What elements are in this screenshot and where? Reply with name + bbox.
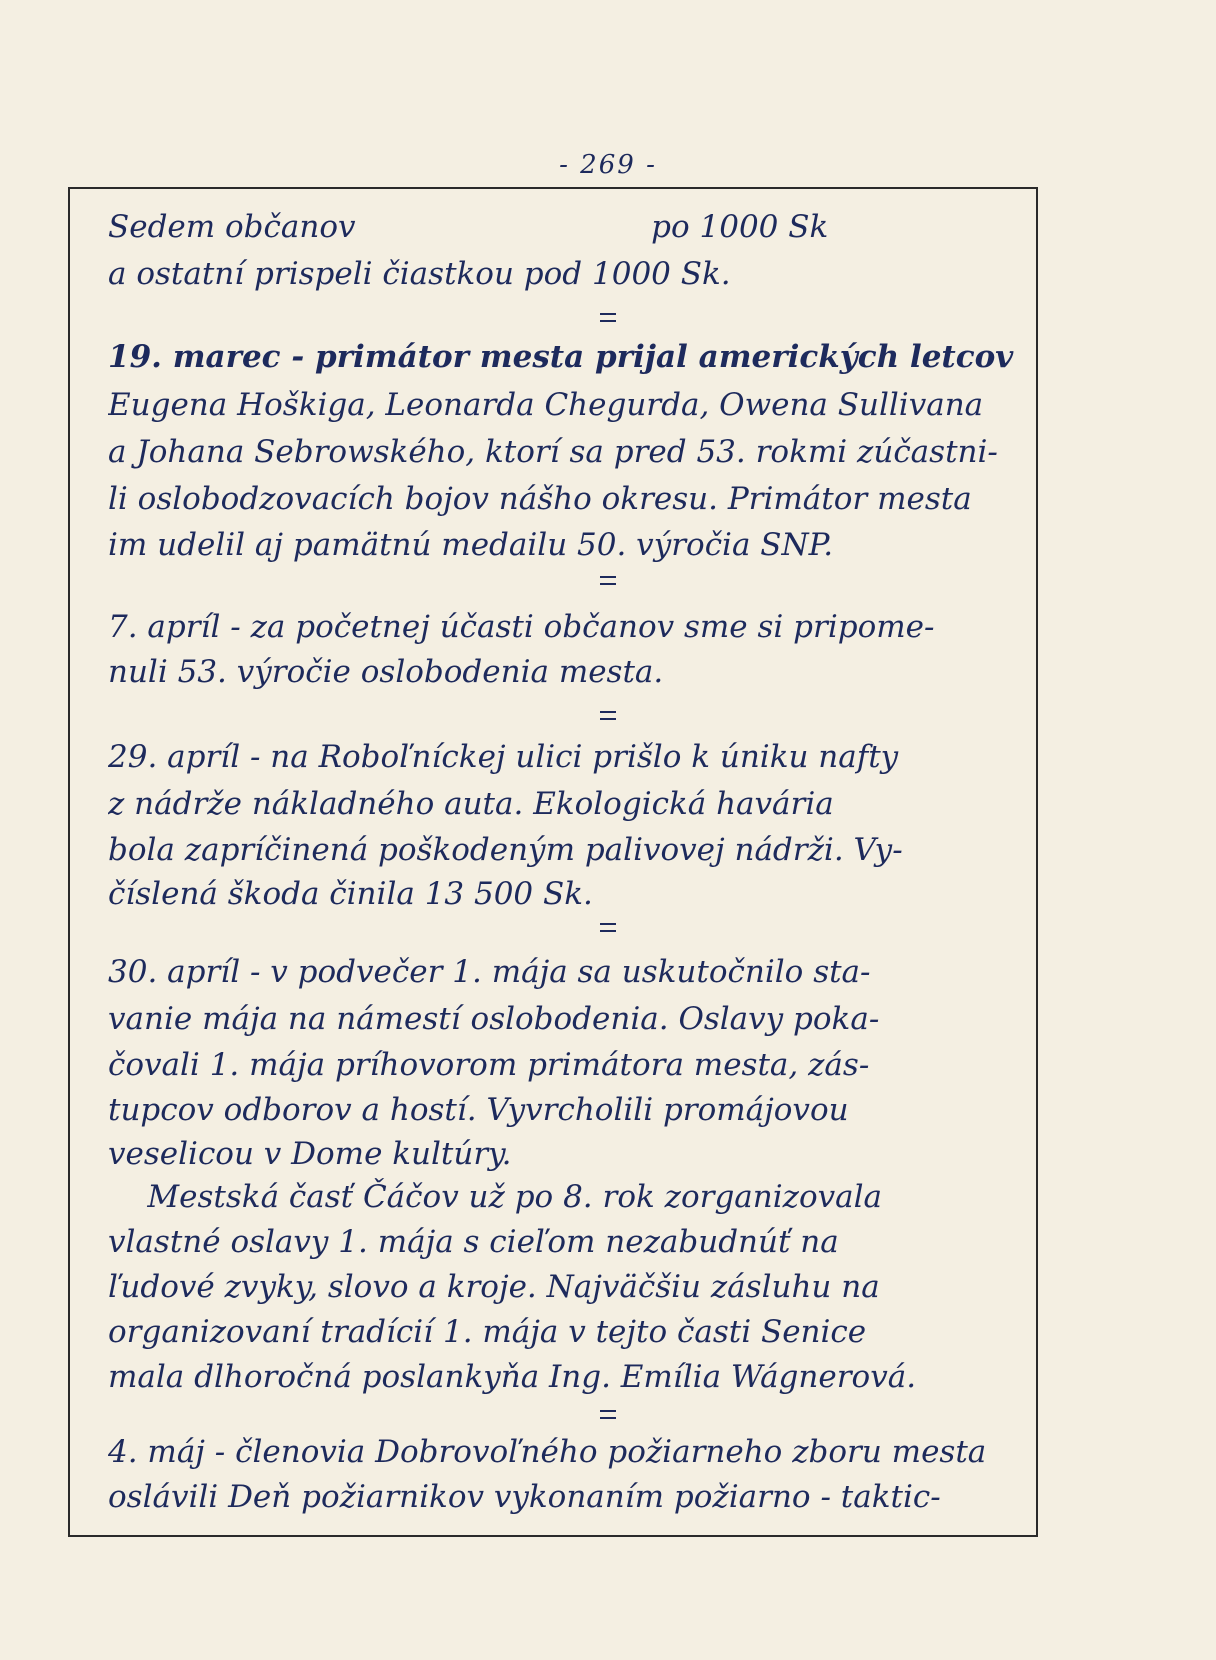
text-line: oslávili Deň požiarnikov vykonaním požiarno - taktic-	[108, 1479, 941, 1515]
text-line: mala dlhoročná poslankyňa Ing. Emília Wágnerová.	[108, 1359, 917, 1395]
text-line: vanie mája na námestí oslobodenia. Oslavy poka-	[108, 1001, 880, 1037]
text-line: nuli 53. výročie oslobodenia mesta.	[108, 654, 664, 690]
text-line: organizovaní tradícií 1. mája v tejto časti Senice	[108, 1314, 867, 1350]
text-line: číslená škoda činila 13 500 Sk.	[108, 876, 593, 912]
text-line: 30. apríl - v podvečer 1. mája sa uskutočnilo sta-	[108, 954, 871, 990]
text-line: li oslobodzovacích bojov nášho okresu. Primátor mesta	[108, 481, 972, 517]
text-line: 29. apríl - na Roboľníckej ulici prišlo k úniku nafty	[108, 739, 899, 775]
text-line: Mestská časť Čáčov už po 8. rok zorganizovala	[108, 1179, 883, 1215]
text-line: 19. marec - primátor mesta prijal amerických letcov	[108, 339, 1014, 375]
text-line: a Johana Sebrowského, ktorí sa pred 53. rokmi zúčastni-	[108, 434, 998, 470]
text-line: čovali 1. mája príhovorom primátora mesta, zás-	[108, 1047, 870, 1083]
section-separator	[0, 703, 1216, 723]
text-line: bola zapríčinená poškodeným palivovej nádrži. Vy-	[108, 832, 903, 868]
section-separator	[0, 1402, 1216, 1422]
text-line: 7. apríl - za početnej účasti občanov sme si pripome-	[108, 609, 935, 645]
section-separator	[0, 305, 1216, 325]
text-line: tupcov odborov a hostí. Vyvrcholili promájovou	[108, 1092, 849, 1128]
section-separator	[0, 915, 1216, 935]
section-separator	[0, 568, 1216, 588]
text-line: veselicou v Dome kultúry.	[108, 1136, 512, 1172]
text-line: Eugena Hoškiga, Leonarda Chegurda, Owena Sullivana	[108, 387, 984, 423]
text-line: 4. máj - členovia Dobrovoľného požiarneho zboru mesta	[108, 1434, 987, 1470]
text-line: ľudové zvyky, slovo a kroje. Najväčšiu zásluhu na	[108, 1269, 880, 1305]
text-line: im udelil aj pamätnú medailu 50. výročia SNP.	[108, 527, 834, 563]
page-number: - 269 -	[559, 150, 657, 180]
text-line: z nádrže nákladného auta. Ekologická havária	[108, 786, 834, 822]
text-line: vlastné oslavy 1. mája s cieľom nezabudnúť na	[108, 1224, 839, 1260]
text-line: Sedem občanov po 1000 Sk	[108, 209, 829, 245]
text-line: a ostatní prispeli čiastkou pod 1000 Sk.	[108, 256, 731, 292]
